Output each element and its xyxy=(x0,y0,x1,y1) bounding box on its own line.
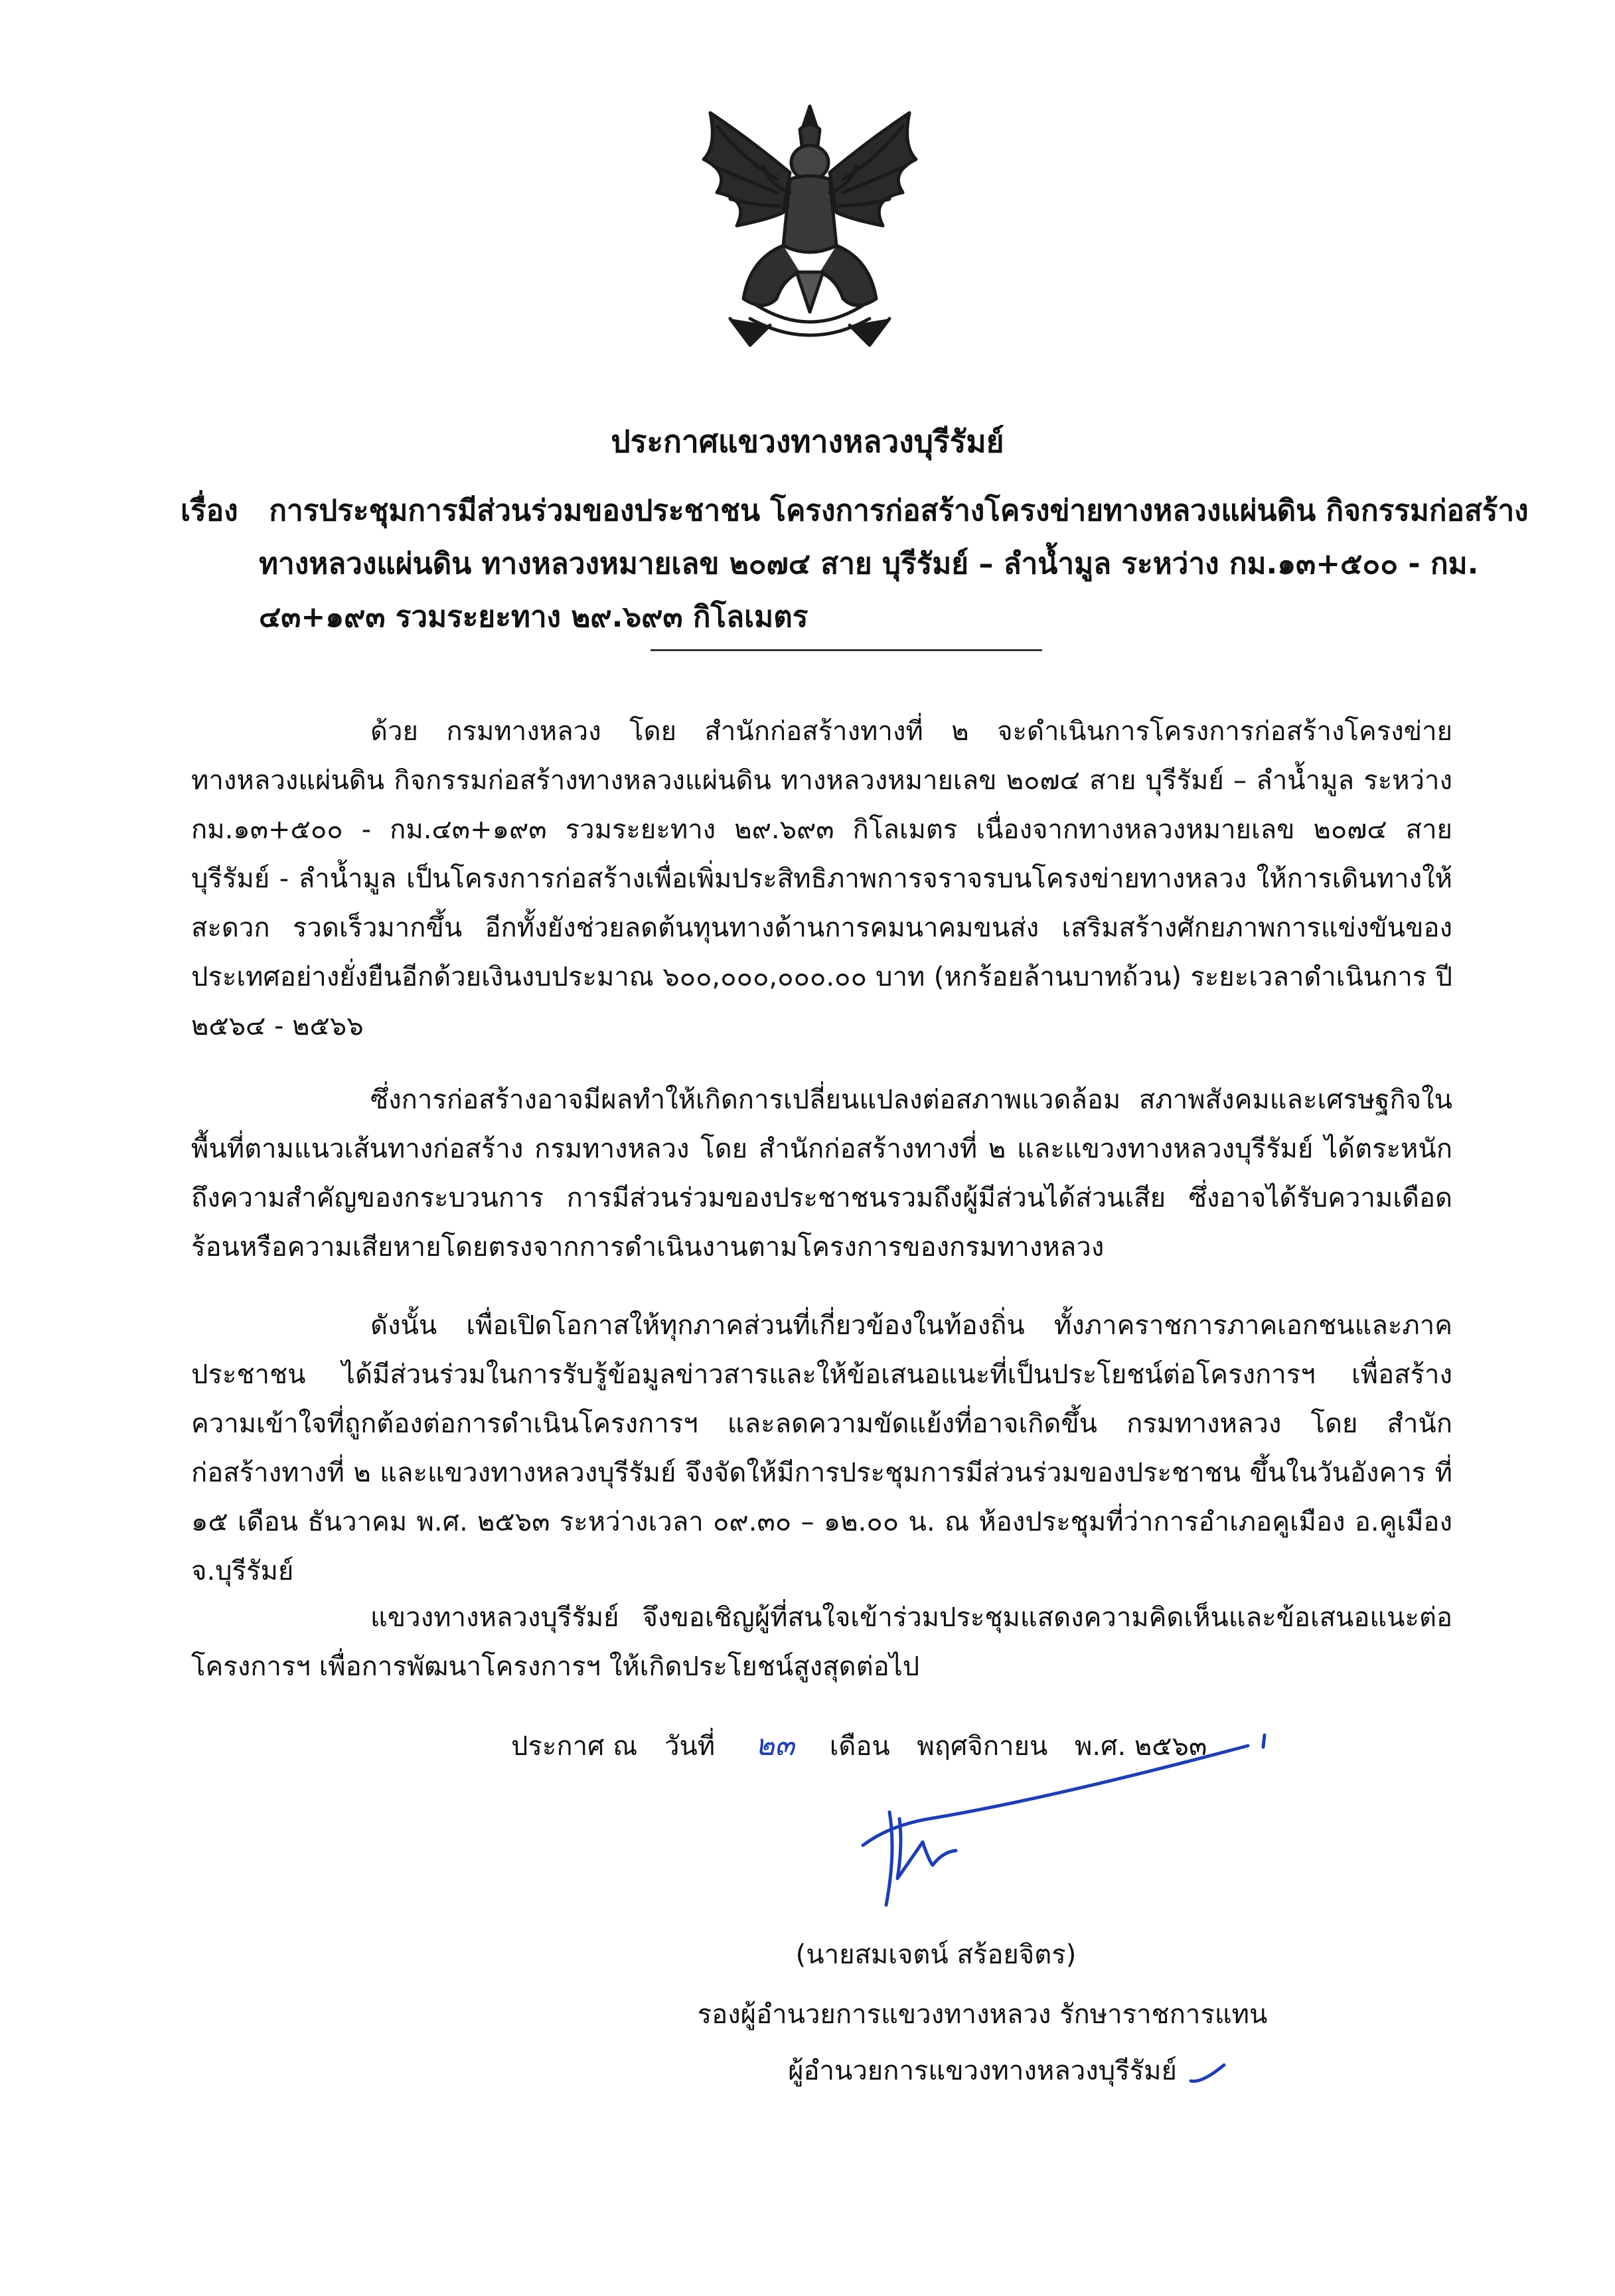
subject-block xyxy=(181,485,1529,644)
subject-line-1 xyxy=(181,485,1529,538)
body-paragraph-4 xyxy=(191,1593,1452,1691)
signer-name: (นายสมเจตน์ สร้อยจิตร) xyxy=(795,1940,1077,1970)
subject-line-3: ๔๓+๑๙๓ รวมระยะทาง ๒๙.๖๙๓ กิโลเมตร xyxy=(259,600,808,634)
paragraph-text: แขวงทางหลวงบุรีรัมย์ จึงขอเชิญผู้ที่สนใจเข้าร่วมประชุมแสดงความคิดเห็นและข้อเสนอแนะต่อโครงการฯ เพื่อการพัฒนาโครงการฯ ให้เกิดประโยชน์สูงสุดต่อไป xyxy=(191,1602,1452,1682)
subject-label: เรื่อง xyxy=(181,494,238,528)
subject-text-1: การประชุมการมีส่วนร่วมของประชาชน โครงการก่อสร้างโครงข่ายทางหลวงแผ่นดิน กิจกรรมก่อสร้าง xyxy=(269,494,1529,528)
date-day-handwritten: ๒๓ xyxy=(755,1728,795,1762)
date-month: พฤศจิกายน xyxy=(917,1731,1048,1762)
date-year: พ.ศ. ๒๕๖๓ xyxy=(1075,1731,1207,1762)
subject-line-2: ทางหลวงแผ่นดิน ทางหลวงหมายเลข ๒๐๗๔ สาย บุรีรัมย์ – ลำน้ำมูล ระหว่าง กม.๑๓+๕๐๐ - กม. xyxy=(259,547,1479,581)
paragraph-text: ดังนั้น เพื่อเปิดโอกาสให้ทุกภาคส่วนที่เกี่ยวข้องในท้องถิ่น ทั้งภาคราชการภาคเอกชนและภาคประชาชน ได้มีส่วนร่วมในการรับรู้ข้อมูลข่าวสารและให้ข้อเสนอแนะที่เป็นประโยชน์ต่อโครงการฯ เพื่อสร้างความเข้าใจที่ถูกต้องต่อการดำเนินโครงการฯ และลดความขัดแย้งที่อาจเกิดขึ้น กรมทางหลวง โดย สำนักก่อสร้างทางที่ ๒ และแขวงทางหลวงบุรีรัมย์ จึงจัดให้มีการประชุมการมีส่วนร่วมของประชาชน ขึ้นในวันอังคาร ที่ ๑๕ เดือน ธันวาคม พ.ศ. ๒๕๖๓ ระหว่างเวลา ๐๙.๓๐ – ๑๒.๐๐ น. ณ ห้องประชุมที่ว่าการอำเภอคูเมือง อ.คูเมือง จ.บุรีรัมย์ xyxy=(191,1310,1452,1586)
signer-position-line-1: รองผู้อำนวยการแขวงทางหลวง รักษาราชการแทน xyxy=(697,1999,1268,2030)
body-paragraph-2 xyxy=(191,1075,1452,1272)
body-paragraph-3 xyxy=(191,1301,1452,1596)
handwritten-signature xyxy=(850,1726,1274,1925)
garuda-emblem-icon xyxy=(690,100,929,358)
date-prefix: ประกาศ ณ xyxy=(511,1731,638,1762)
paragraph-text: ด้วย กรมทางหลวง โดย สำนักก่อสร้างทางที่ ๒ จะดำเนินการโครงการก่อสร้างโครงข่ายทางหลวงแผ่นดิน กิจกรรมก่อสร้างทางหลวงแผ่นดิน ทางหลวงหมายเลข ๒๐๗๔ สาย บุรีรัมย์ – ลำน้ำมูล ระหว่าง กม.๑๓+๕๐๐ - กม.๔๓+๑๙๓ รวมระยะทาง ๒๙.๖๙๓ กิโลเมตร เนื่องจากทางหลวงหมายเลข ๒๐๗๔ สาย บุรีรัมย์ - ลำน้ำมูล เป็นโครงการก่อสร้างเพื่อเพิ่มประสิทธิภาพการจราจรบนโครงข่ายทางหลวง ให้การเดินทางให้สะดวก รวดเร็วมากขึ้น อีกทั้งยังช่วยลดต้นทุนทางด้านการคมนาคมขนส่ง เสริมสร้างศักยภาพการแข่งขันของประเทศอย่างยั่งยืนอีกด้วยเงินงบประมาณ ๖๐๐,๐๐๐,๐๐๐.๐๐ บาท (หกร้อยล้านบาทถ้วน) ระยะเวลาดำเนินการ ปี ๒๕๖๔ - ๒๕๖๖ xyxy=(191,716,1452,1041)
title-divider xyxy=(651,649,1042,651)
pen-check-mark xyxy=(1188,2061,1228,2088)
date-day-label: วันที่ xyxy=(664,1731,716,1762)
date-month-label: เดือน xyxy=(829,1731,890,1762)
signer-position-line-2: ผู้อำนวยการแขวงทางหลวงบุรีรัมย์ xyxy=(788,2056,1177,2086)
document-title: ประกาศแขวงทางหลวงบุรีรัมย์ xyxy=(611,423,1004,459)
paragraph-text: ซึ่งการก่อสร้างอาจมีผลทำให้เกิดการเปลี่ยนแปลงต่อสภาพแวดล้อม สภาพสังคมและเศรษฐกิจในพื้นที่ตามแนวเส้นทางก่อสร้าง กรมทางหลวง โดย สำนักก่อสร้างทางที่ ๒ และแขวงทางหลวงบุรีรัมย์ ได้ตระหนักถึงความสำคัญของกระบวนการ การมีส่วนร่วมของประชาชนรวมถึงผู้มีส่วนได้ส่วนเสีย ซึ่งอาจได้รับความเดือดร้อนหรือความเสียหายโดยตรงจากการดำเนินงานตามโครงการของกรมทางหลวง xyxy=(191,1085,1452,1263)
body-paragraph-1 xyxy=(191,707,1452,1051)
